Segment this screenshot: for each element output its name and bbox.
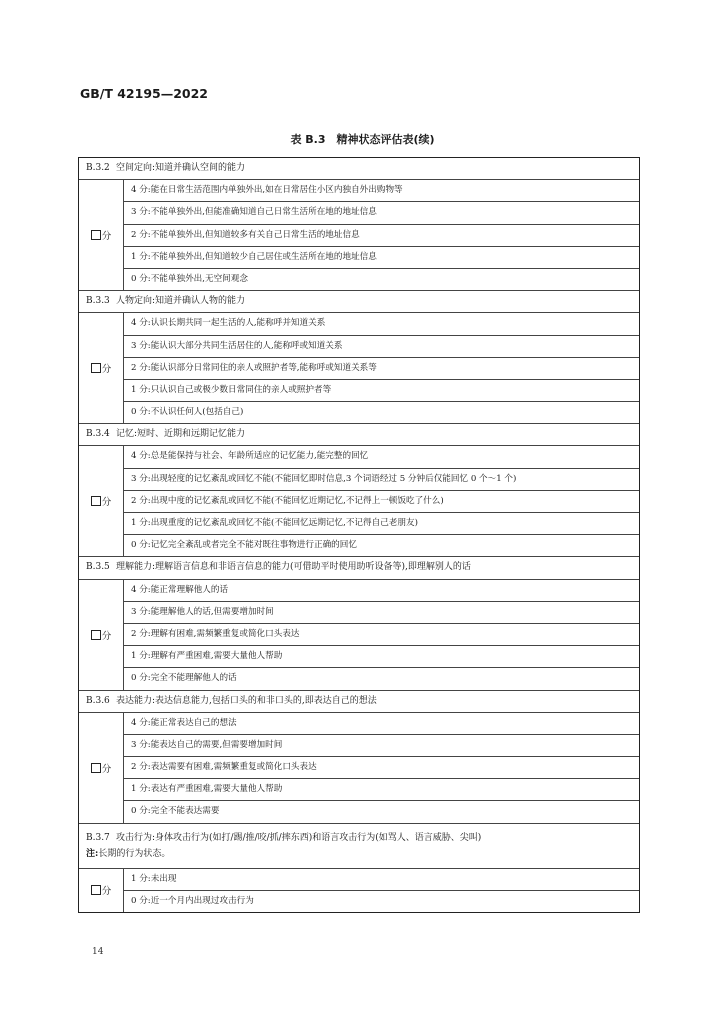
- section-code: B.3.6: [86, 695, 110, 706]
- score-option-row: 3 分:能理解他人的话,但需要增加时间: [124, 602, 639, 624]
- score-option-row: 2 分:能认识部分日常同住的亲人或照护者等,能称呼或知道关系等: [124, 358, 639, 380]
- section-code: B.3.2: [86, 163, 110, 173]
- score-group: [79, 313, 639, 424]
- section-title-line: [86, 691, 639, 712]
- score-option-row: 0 分:完全不能理解他人的话: [131, 673, 237, 684]
- score-options: [124, 313, 639, 423]
- score-option-row: 2 分:出现中度的记忆紊乱或回忆不能(不能回忆近期记忆,不记得上一顿饭吃了什么): [124, 491, 639, 513]
- score-entry-field[interactable]: [79, 713, 124, 823]
- score-option-row: 0 分:不认识任何人(包括自己): [131, 407, 244, 418]
- score-option-row: 0 分:记忆完全紊乱或者完全不能对既往事物进行正确的回忆: [131, 540, 357, 551]
- score-option-row: 1 分:未出现: [124, 869, 639, 891]
- score-option-row: 0 分:完全不能表达需要: [131, 806, 220, 817]
- note-label: 注:: [86, 848, 99, 859]
- section-header: [79, 424, 639, 446]
- checkbox-square-icon[interactable]: [91, 763, 101, 773]
- score-group: [79, 580, 639, 691]
- score-option-row: 2 分:理解有困难,需频繁重复或简化口头表达: [124, 624, 639, 646]
- section-header: [79, 557, 639, 579]
- checkbox-square-icon[interactable]: [91, 630, 101, 640]
- section-title: 攻击行为:身体攻击行为(如打/踢/推/咬/抓/摔东西)和语言攻击行为(如骂人、语言威胁、尖叫): [116, 832, 482, 843]
- score-option-row: 3 分:能表达自己的需要,但需要增加时间: [124, 735, 639, 757]
- section-header: [79, 158, 639, 180]
- checkbox-square-icon[interactable]: [91, 230, 101, 240]
- score-option-row: 2 分:表达需要有困难,需频繁重复或简化口头表达: [124, 757, 639, 779]
- page-number: 14: [92, 947, 104, 957]
- score-unit-label: 分: [101, 231, 112, 243]
- section-header: [79, 291, 639, 313]
- section-title-line: [86, 158, 639, 179]
- score-unit-label: 分: [101, 763, 112, 775]
- score-option-row: 2 分:不能单独外出,但知道较多有关自己日常生活的地址信息: [124, 225, 639, 247]
- section-title: 表达能力:表达信息能力,包括口头的和非口头的,即表达自己的想法: [116, 695, 377, 706]
- score-options: [124, 713, 639, 823]
- section-title-line: [86, 557, 639, 578]
- section-title-line: [86, 424, 639, 445]
- score-options: [124, 580, 639, 690]
- score-group: [79, 869, 639, 912]
- section-title-line: [86, 830, 639, 846]
- assessment-table: [78, 157, 640, 913]
- score-option-row: 4 分:认识长期共同一起生活的人,能称呼并知道关系: [124, 313, 639, 335]
- score-option-row: 4 分:能在日常生活范围内单独外出,如在日常居住小区内独自外出购物等: [124, 180, 639, 202]
- score-option-row: 1 分:表达有严重困难,需要大量他人帮助: [124, 779, 639, 801]
- section-code: B.3.3: [86, 296, 110, 307]
- score-entry-field[interactable]: [79, 313, 124, 423]
- standard-number: GB/T 42195—2022: [80, 86, 209, 101]
- score-unit-label: 分: [101, 497, 112, 509]
- section-title: 记忆:短时、近期和远期记忆能力: [116, 429, 246, 440]
- checkbox-square-icon[interactable]: [91, 496, 101, 506]
- score-option-row: 3 分:出现轻度的记忆紊乱或回忆不能(不能回忆即时信息,3 个词语经过 5 分钟后仅能回忆 0 个～1 个): [124, 469, 639, 491]
- score-options: [124, 869, 639, 912]
- score-option-row: 1 分:出现重度的记忆紊乱或回忆不能(不能回忆远期记忆,不记得自己老朋友): [124, 513, 639, 535]
- score-option-row: 1 分:只认识自己或极少数日常同住的亲人或照护者等: [124, 380, 639, 402]
- score-entry-field[interactable]: [79, 869, 124, 912]
- section-title: 理解能力:理解语言信息和非语言信息的能力(可借助平时使用助听设备等),即理解别人的话: [116, 562, 471, 573]
- score-group: [79, 713, 639, 824]
- section-title: 人物定向:知道并确认人物的能力: [116, 296, 246, 307]
- score-options: [124, 446, 639, 556]
- score-option-row: 1 分:理解有严重困难,需要大量他人帮助: [124, 646, 639, 668]
- section-title: 空间定向:知道并确认空间的能力: [116, 163, 246, 173]
- checkbox-square-icon[interactable]: [91, 885, 101, 895]
- section-code: B.3.7: [86, 832, 110, 843]
- score-option-row: 3 分:能认识大部分共同生活居住的人,能称呼或知道关系: [124, 336, 639, 358]
- section-note: [86, 846, 639, 862]
- score-option-row: 1 分:不能单独外出,但知道较少自己居住或生活所在地的地址信息: [124, 247, 639, 269]
- score-option-row: 0 分:不能单独外出,无空间观念: [131, 273, 248, 284]
- score-option-row: 3 分:不能单独外出,但能准确知道自己日常生活所在地的地址信息: [124, 202, 639, 224]
- note-text: 长期的行为状态。: [98, 848, 171, 859]
- score-entry-field[interactable]: [79, 446, 124, 556]
- section-header: [79, 824, 639, 869]
- score-option-row: 4 分:能正常表达自己的想法: [124, 713, 639, 735]
- section-header: [79, 691, 639, 713]
- score-group: [79, 446, 639, 557]
- table-title: 表 B.3 精神状态评估表(续): [290, 133, 435, 146]
- score-unit-label: 分: [101, 630, 112, 642]
- score-entry-field[interactable]: [79, 580, 124, 690]
- section-title-line: [86, 291, 639, 312]
- score-option-row: 4 分:总是能保持与社会、年龄所适应的记忆能力,能完整的回忆: [124, 446, 639, 468]
- checkbox-square-icon[interactable]: [91, 363, 101, 373]
- section-code: B.3.5: [86, 562, 110, 573]
- score-option-row: 4 分:能正常理解他人的话: [124, 580, 639, 602]
- score-group: [79, 180, 639, 291]
- score-option-row: 0 分:近一个月内出现过攻击行为: [131, 895, 254, 906]
- score-unit-label: 分: [101, 364, 112, 376]
- score-options: [124, 180, 639, 290]
- section-code: B.3.4: [86, 429, 110, 440]
- score-entry-field[interactable]: [79, 180, 124, 290]
- score-unit-label: 分: [101, 886, 112, 898]
